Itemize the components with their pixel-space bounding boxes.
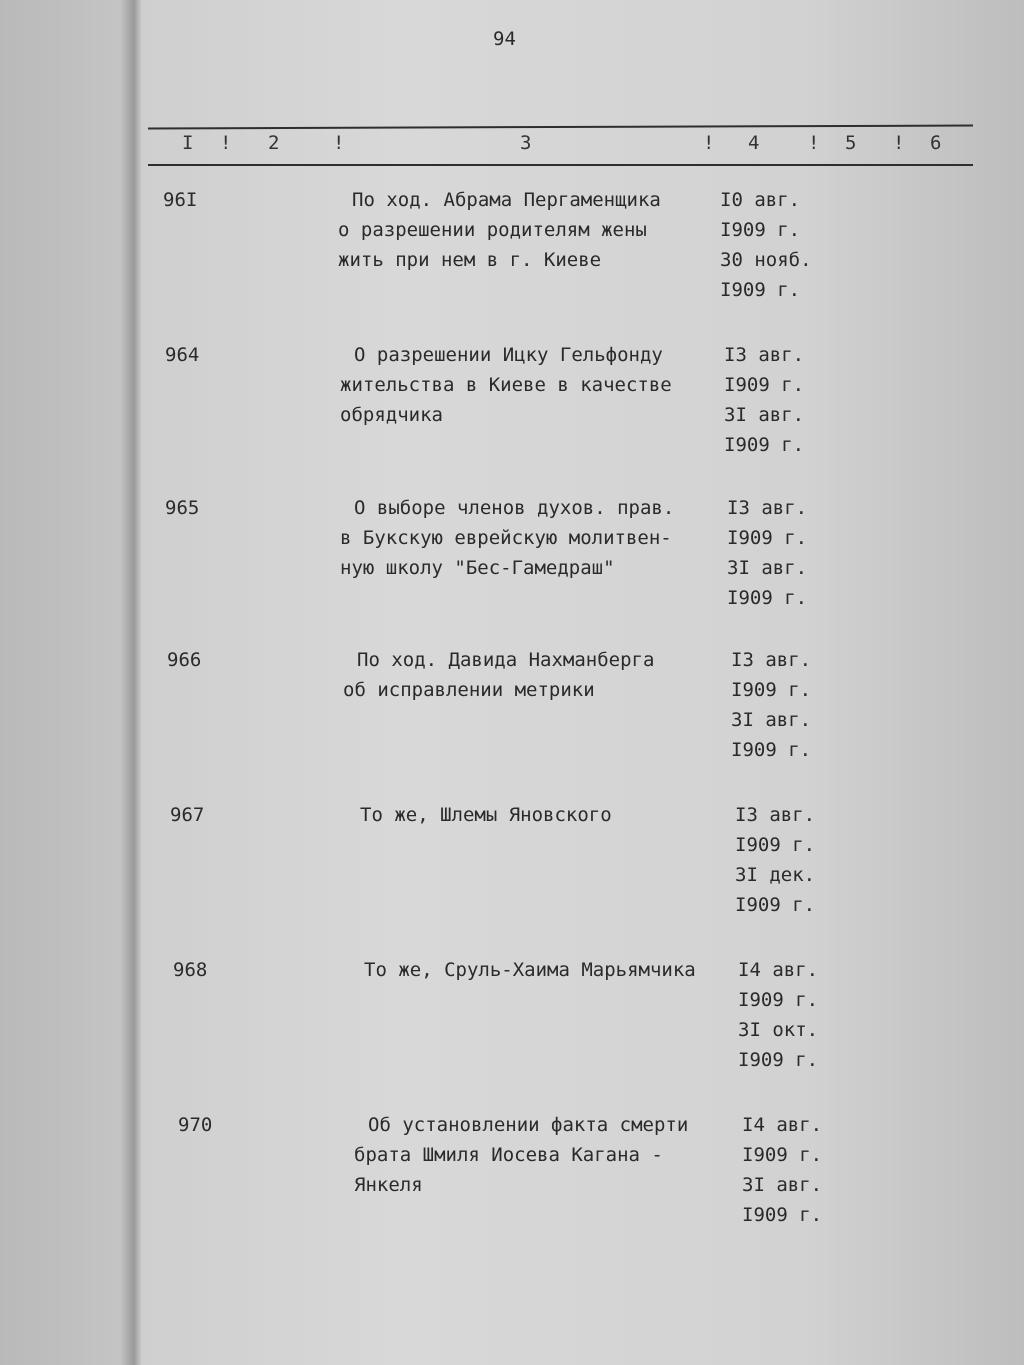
description-line: Об установлении факта смерти	[368, 1114, 689, 1136]
date-line: I3 авг.	[727, 497, 808, 519]
date-line: 30 нояб.	[720, 249, 812, 271]
entry-description	[354, 1110, 688, 1200]
date-line: I909 г.	[724, 434, 805, 456]
header-bottom-rule	[148, 164, 973, 166]
description-line: жить при нем в г. Киеве	[338, 249, 602, 271]
col-header: 4	[748, 132, 760, 154]
col-header: 5	[845, 132, 857, 154]
col-separator: !	[808, 132, 820, 154]
date-line: I3 авг.	[724, 344, 805, 366]
description-line: обрядчика	[340, 404, 443, 426]
entry-dates	[727, 493, 807, 613]
date-line: I0 авг.	[720, 189, 801, 211]
date-line: I909 г.	[738, 989, 819, 1011]
date-line: I909 г.	[742, 1144, 823, 1166]
description-line: ную школу "Бес-Гамедраш"	[340, 557, 615, 579]
date-line: I909 г.	[735, 894, 816, 916]
entry-dates	[720, 185, 812, 305]
description-line: О разрешении Ицку Гельфонду	[354, 344, 663, 366]
date-line: I909 г.	[727, 527, 808, 549]
entry-number: 967	[170, 804, 205, 826]
date-line: I4 авг.	[738, 959, 819, 981]
entry-description	[350, 955, 696, 985]
col-separator: !	[703, 132, 715, 154]
entry-description	[338, 185, 661, 275]
date-line: 3I авг.	[742, 1174, 823, 1196]
entry-dates	[724, 340, 804, 460]
col-header: 6	[930, 132, 942, 154]
description-line: жительства в Киеве в качестве	[340, 374, 672, 396]
date-line: I909 г.	[735, 834, 816, 856]
date-line: 3I авг.	[731, 709, 812, 731]
entry-description	[343, 645, 654, 705]
description-line: О выборе членов духов. прав.	[354, 497, 675, 519]
date-line: I909 г.	[731, 739, 812, 761]
description-line: Янкеля	[354, 1174, 423, 1196]
description-line: в Букскую еврейскую молитвен-	[340, 527, 672, 549]
entry-number: 970	[178, 1114, 213, 1136]
entry-dates	[738, 955, 818, 1075]
col-header: 2	[268, 132, 280, 154]
entry-number: 966	[167, 649, 202, 671]
entry-number: 964	[165, 344, 200, 366]
col-header: 3	[520, 132, 532, 154]
col-separator: !	[333, 132, 345, 154]
entry-dates	[731, 645, 811, 765]
header-top-rule	[148, 125, 973, 130]
col-separator: !	[220, 132, 232, 154]
page-number: 94	[493, 28, 516, 50]
entry-number: 96I	[163, 189, 198, 211]
entry-number: 968	[173, 959, 208, 981]
date-line: I3 авг.	[735, 804, 816, 826]
date-line: 3I дек.	[735, 864, 816, 886]
date-line: I909 г.	[720, 279, 801, 301]
entry-description	[340, 493, 674, 583]
date-line: 3I авг.	[727, 557, 808, 579]
entry-number: 965	[165, 497, 200, 519]
col-header: I	[182, 132, 194, 154]
date-line: I909 г.	[742, 1204, 823, 1226]
entry-description	[346, 800, 612, 830]
date-line: I909 г.	[727, 587, 808, 609]
date-line: I909 г.	[738, 1049, 819, 1071]
description-line: брата Шмиля Иосева Кагана -	[354, 1144, 663, 1166]
date-line: I909 г.	[720, 219, 801, 241]
entry-dates	[735, 800, 815, 920]
date-line: 3I окт.	[738, 1019, 819, 1041]
description-line: об исправлении метрики	[343, 679, 595, 701]
date-line: I3 авг.	[731, 649, 812, 671]
col-separator: !	[893, 132, 905, 154]
entry-description	[340, 340, 672, 430]
description-line: о разрешении родителям жены	[338, 219, 647, 241]
date-line: I4 авг.	[742, 1114, 823, 1136]
description-line: По ход. Давида Нахманберга	[357, 649, 655, 671]
description-line: То же, Сруль-Хаима Марьямчика	[364, 959, 696, 981]
date-line: 3I авг.	[724, 404, 805, 426]
entry-dates	[742, 1110, 822, 1230]
date-line: I909 г.	[724, 374, 805, 396]
date-line: I909 г.	[731, 679, 812, 701]
description-line: То же, Шлемы Яновского	[360, 804, 612, 826]
description-line: По ход. Абрама Пергаменщика	[352, 189, 661, 211]
